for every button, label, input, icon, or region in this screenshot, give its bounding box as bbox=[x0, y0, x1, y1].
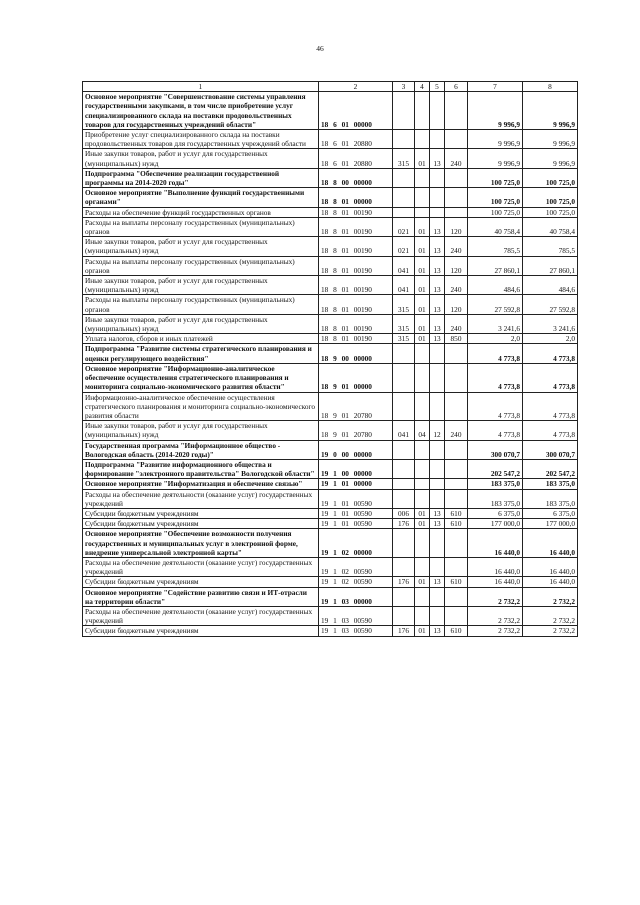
row-code-cell: 19 1 02 00590 bbox=[319, 577, 393, 587]
row-col6-cell bbox=[445, 557, 468, 576]
row-col5-cell: 13 bbox=[430, 626, 445, 636]
row-col5-cell: 13 bbox=[430, 276, 445, 295]
row-code-cell: 19 1 01 00590 bbox=[319, 508, 393, 518]
table-row bbox=[83, 276, 578, 295]
row-amount-col8-cell: 100 725,0 bbox=[523, 207, 578, 217]
row-col3-cell: 176 bbox=[393, 577, 415, 587]
row-col6-cell: 120 bbox=[445, 256, 468, 275]
row-col6-cell: 610 bbox=[445, 519, 468, 529]
header-cell: 8 bbox=[523, 82, 578, 92]
table-row bbox=[83, 207, 578, 217]
row-col4-cell: 01 bbox=[415, 276, 430, 295]
row-col5-cell: 13 bbox=[430, 149, 445, 168]
row-amount-col7-cell: 9 996,9 bbox=[468, 149, 523, 168]
row-name-cell: Уплата налогов, сборов и иных платежей bbox=[83, 334, 319, 344]
row-amount-col8-cell: 9 996,9 bbox=[523, 92, 578, 130]
table-row bbox=[83, 130, 578, 149]
row-code-cell: 19 1 02 00000 bbox=[319, 529, 393, 558]
row-code-cell: 19 1 00 00000 bbox=[319, 459, 393, 478]
row-amount-col7-cell: 785,5 bbox=[468, 237, 523, 256]
table-row bbox=[83, 459, 578, 478]
row-col6-cell bbox=[445, 440, 468, 459]
row-col3-cell: 041 bbox=[393, 276, 415, 295]
row-col5-cell bbox=[430, 207, 445, 217]
table-row bbox=[83, 314, 578, 333]
row-code-cell: 18 6 01 00000 bbox=[319, 92, 393, 130]
table-row bbox=[83, 392, 578, 421]
row-amount-col8-cell: 100 725,0 bbox=[523, 188, 578, 207]
row-col5-cell: 13 bbox=[430, 577, 445, 587]
row-col4-cell bbox=[415, 188, 430, 207]
row-amount-col7-cell: 3 241,6 bbox=[468, 314, 523, 333]
row-amount-col8-cell: 4 773,8 bbox=[523, 421, 578, 440]
row-col5-cell bbox=[430, 363, 445, 392]
row-name-cell: Государственная программа "Информационное общество - Вологодская область (2014-2020 годы)" bbox=[83, 440, 319, 459]
row-col5-cell: 13 bbox=[430, 508, 445, 518]
row-amount-col8-cell: 183 375,0 bbox=[523, 489, 578, 508]
row-col6-cell bbox=[445, 489, 468, 508]
row-amount-col8-cell: 484,6 bbox=[523, 276, 578, 295]
row-col4-cell: 01 bbox=[415, 626, 430, 636]
header-cell: 2 bbox=[319, 82, 393, 92]
row-amount-col7-cell: 4 773,8 bbox=[468, 344, 523, 363]
row-name-cell: Приобретение услуг специализированного склада на поставки продовольственных товаров для государственных учреждений области bbox=[83, 130, 319, 149]
row-amount-col7-cell: 2,0 bbox=[468, 334, 523, 344]
table-row bbox=[83, 149, 578, 168]
row-code-cell: 18 8 01 00190 bbox=[319, 314, 393, 333]
row-col4-cell: 01 bbox=[415, 334, 430, 344]
row-name-cell: Информационно-аналитическое обеспечение осуществления стратегического планирования и мониторинга социально-экономического развития области bbox=[83, 392, 319, 421]
row-amount-col7-cell: 6 375,0 bbox=[468, 508, 523, 518]
row-name-cell: Основное мероприятие "Совершенствование системы управления государственными закупками, в том числе приобретение услуг специализированного склада на поставки продовольственных товаров для государственных учреждений области" bbox=[83, 92, 319, 130]
row-amount-col7-cell: 2 732,2 bbox=[468, 587, 523, 606]
row-col5-cell bbox=[430, 130, 445, 149]
row-col5-cell: 12 bbox=[430, 421, 445, 440]
row-amount-col7-cell: 100 725,0 bbox=[468, 207, 523, 217]
row-amount-col7-cell: 16 440,0 bbox=[468, 529, 523, 558]
row-col4-cell: 01 bbox=[415, 149, 430, 168]
row-col4-cell bbox=[415, 440, 430, 459]
row-name-cell: Иные закупки товаров, работ и услуг для государственных (муниципальных) нужд bbox=[83, 314, 319, 333]
row-code-cell: 18 6 01 20880 bbox=[319, 130, 393, 149]
table-row bbox=[83, 626, 578, 636]
row-col4-cell bbox=[415, 459, 430, 478]
row-amount-col8-cell: 4 773,8 bbox=[523, 363, 578, 392]
row-code-cell: 18 9 00 00000 bbox=[319, 344, 393, 363]
row-code-cell: 19 1 03 00590 bbox=[319, 626, 393, 636]
row-amount-col8-cell: 202 547,2 bbox=[523, 459, 578, 478]
row-col4-cell bbox=[415, 557, 430, 576]
row-name-cell: Иные закупки товаров, работ и услуг для государственных (муниципальных) нужд bbox=[83, 237, 319, 256]
row-col3-cell: 176 bbox=[393, 519, 415, 529]
row-col3-cell: 041 bbox=[393, 256, 415, 275]
row-col3-cell bbox=[393, 168, 415, 187]
row-col6-cell bbox=[445, 459, 468, 478]
row-col4-cell: 01 bbox=[415, 237, 430, 256]
header-cell: 1 bbox=[83, 82, 319, 92]
row-col4-cell: 01 bbox=[415, 314, 430, 333]
table-header-row bbox=[83, 82, 578, 92]
row-code-cell: 19 1 03 00000 bbox=[319, 587, 393, 606]
row-col3-cell: 176 bbox=[393, 626, 415, 636]
row-col6-cell bbox=[445, 606, 468, 625]
table-row bbox=[83, 508, 578, 518]
row-name-cell: Расходы на выплаты персоналу государственных (муниципальных) органов bbox=[83, 295, 319, 314]
header-cell: 7 bbox=[468, 82, 523, 92]
row-amount-col8-cell: 4 773,8 bbox=[523, 344, 578, 363]
row-amount-col7-cell: 4 773,8 bbox=[468, 421, 523, 440]
row-col5-cell bbox=[430, 479, 445, 489]
row-amount-col8-cell: 4 773,8 bbox=[523, 392, 578, 421]
row-amount-col8-cell: 27 592,8 bbox=[523, 295, 578, 314]
row-col3-cell bbox=[393, 207, 415, 217]
row-name-cell: Иные закупки товаров, работ и услуг для государственных (муниципальных) нужд bbox=[83, 149, 319, 168]
row-amount-col8-cell: 2,0 bbox=[523, 334, 578, 344]
row-amount-col8-cell: 6 375,0 bbox=[523, 508, 578, 518]
row-col6-cell bbox=[445, 92, 468, 130]
row-col6-cell bbox=[445, 168, 468, 187]
row-amount-col7-cell: 27 592,8 bbox=[468, 295, 523, 314]
row-col3-cell: 021 bbox=[393, 217, 415, 236]
row-name-cell: Расходы на обеспечение деятельности (оказание услуг) государственных учреждений bbox=[83, 489, 319, 508]
row-col6-cell: 610 bbox=[445, 577, 468, 587]
row-code-cell: 18 6 01 20880 bbox=[319, 149, 393, 168]
row-code-cell: 19 0 00 00000 bbox=[319, 440, 393, 459]
row-amount-col7-cell: 177 000,0 bbox=[468, 519, 523, 529]
row-col3-cell bbox=[393, 489, 415, 508]
row-col6-cell bbox=[445, 529, 468, 558]
row-col4-cell: 01 bbox=[415, 508, 430, 518]
row-name-cell: Основное мероприятие "Выполнение функций государственными органами" bbox=[83, 188, 319, 207]
row-code-cell: 18 8 00 00000 bbox=[319, 168, 393, 187]
row-name-cell: Расходы на обеспечение деятельности (оказание услуг) государственных учреждений bbox=[83, 557, 319, 576]
row-col5-cell bbox=[430, 459, 445, 478]
row-name-cell: Расходы на обеспечение деятельности (оказание услуг) государственных учреждений bbox=[83, 606, 319, 625]
row-name-cell: Субсидии бюджетным учреждениям bbox=[83, 626, 319, 636]
row-col4-cell: 01 bbox=[415, 519, 430, 529]
row-amount-col7-cell: 183 375,0 bbox=[468, 489, 523, 508]
row-amount-col8-cell: 3 241,6 bbox=[523, 314, 578, 333]
row-col6-cell: 240 bbox=[445, 421, 468, 440]
row-name-cell: Субсидии бюджетным учреждениям bbox=[83, 577, 319, 587]
row-col6-cell bbox=[445, 207, 468, 217]
row-code-cell: 18 8 01 00190 bbox=[319, 217, 393, 236]
row-col6-cell: 610 bbox=[445, 508, 468, 518]
row-col3-cell: 021 bbox=[393, 237, 415, 256]
row-col5-cell: 13 bbox=[430, 256, 445, 275]
table-row bbox=[83, 363, 578, 392]
row-col6-cell: 240 bbox=[445, 314, 468, 333]
row-col4-cell bbox=[415, 92, 430, 130]
budget-table bbox=[82, 81, 578, 637]
row-col4-cell bbox=[415, 606, 430, 625]
row-col5-cell: 13 bbox=[430, 519, 445, 529]
row-col6-cell bbox=[445, 363, 468, 392]
row-name-cell: Основное мероприятие "Информатизация и обеспечение связью" bbox=[83, 479, 319, 489]
row-col5-cell: 13 bbox=[430, 217, 445, 236]
row-col6-cell: 610 bbox=[445, 626, 468, 636]
row-code-cell: 18 8 01 00000 bbox=[319, 188, 393, 207]
row-col4-cell bbox=[415, 130, 430, 149]
row-col5-cell bbox=[430, 606, 445, 625]
row-col6-cell: 240 bbox=[445, 237, 468, 256]
row-col3-cell: 315 bbox=[393, 295, 415, 314]
row-col5-cell: 13 bbox=[430, 314, 445, 333]
table-row bbox=[83, 606, 578, 625]
row-amount-col7-cell: 100 725,0 bbox=[468, 168, 523, 187]
row-amount-col8-cell: 177 000,0 bbox=[523, 519, 578, 529]
row-col4-cell bbox=[415, 489, 430, 508]
row-name-cell: Основное мероприятие "Информационно-аналитическое обеспечение осуществления стратегического планирования и мониторинга социально-экономического развития области" bbox=[83, 363, 319, 392]
row-name-cell: Расходы на обеспечение функций государственных органов bbox=[83, 207, 319, 217]
row-col4-cell: 04 bbox=[415, 421, 430, 440]
row-col6-cell bbox=[445, 130, 468, 149]
table-row bbox=[83, 557, 578, 576]
table-row bbox=[83, 168, 578, 187]
row-col6-cell bbox=[445, 344, 468, 363]
row-amount-col7-cell: 16 440,0 bbox=[468, 577, 523, 587]
row-col3-cell bbox=[393, 557, 415, 576]
row-amount-col8-cell: 2 732,2 bbox=[523, 606, 578, 625]
row-col3-cell bbox=[393, 459, 415, 478]
row-amount-col8-cell: 40 758,4 bbox=[523, 217, 578, 236]
row-col5-cell bbox=[430, 168, 445, 187]
row-amount-col7-cell: 9 996,9 bbox=[468, 92, 523, 130]
row-name-cell: Основное мероприятие "Содействие развитию связи и ИТ-отрасли на территории области" bbox=[83, 587, 319, 606]
table-row bbox=[83, 92, 578, 130]
row-amount-col7-cell: 4 773,8 bbox=[468, 392, 523, 421]
row-name-cell: Иные закупки товаров, работ и услуг для государственных (муниципальных) нужд bbox=[83, 421, 319, 440]
row-col5-cell bbox=[430, 489, 445, 508]
row-amount-col7-cell: 16 440,0 bbox=[468, 557, 523, 576]
row-col4-cell bbox=[415, 392, 430, 421]
row-amount-col8-cell: 2 732,2 bbox=[523, 626, 578, 636]
row-amount-col8-cell: 2 732,2 bbox=[523, 587, 578, 606]
row-col5-cell: 13 bbox=[430, 295, 445, 314]
row-amount-col7-cell: 484,6 bbox=[468, 276, 523, 295]
row-col6-cell: 850 bbox=[445, 334, 468, 344]
row-col3-cell: 315 bbox=[393, 149, 415, 168]
row-amount-col7-cell: 100 725,0 bbox=[468, 188, 523, 207]
row-col4-cell: 01 bbox=[415, 256, 430, 275]
row-col3-cell bbox=[393, 92, 415, 130]
table-row bbox=[83, 217, 578, 236]
row-col3-cell bbox=[393, 479, 415, 489]
row-col3-cell bbox=[393, 529, 415, 558]
row-col5-cell: 13 bbox=[430, 237, 445, 256]
row-amount-col8-cell: 16 440,0 bbox=[523, 557, 578, 576]
row-name-cell: Субсидии бюджетным учреждениям bbox=[83, 519, 319, 529]
row-col5-cell bbox=[430, 440, 445, 459]
row-col6-cell: 120 bbox=[445, 295, 468, 314]
row-col5-cell: 13 bbox=[430, 334, 445, 344]
row-col4-cell bbox=[415, 479, 430, 489]
row-col5-cell bbox=[430, 557, 445, 576]
row-amount-col8-cell: 27 860,1 bbox=[523, 256, 578, 275]
row-code-cell: 19 1 01 00590 bbox=[319, 519, 393, 529]
row-col3-cell bbox=[393, 440, 415, 459]
row-amount-col7-cell: 2 732,2 bbox=[468, 606, 523, 625]
header-cell: 5 bbox=[430, 82, 445, 92]
row-col3-cell: 315 bbox=[393, 334, 415, 344]
row-code-cell: 19 1 03 00590 bbox=[319, 606, 393, 625]
row-code-cell: 18 8 01 00190 bbox=[319, 334, 393, 344]
row-col5-cell bbox=[430, 344, 445, 363]
row-amount-col7-cell: 2 732,2 bbox=[468, 626, 523, 636]
row-code-cell: 18 8 01 00190 bbox=[319, 276, 393, 295]
row-amount-col8-cell: 300 070,7 bbox=[523, 440, 578, 459]
row-code-cell: 19 1 02 00590 bbox=[319, 557, 393, 576]
table-row bbox=[83, 188, 578, 207]
row-amount-col8-cell: 183 375,0 bbox=[523, 479, 578, 489]
row-code-cell: 18 8 01 00190 bbox=[319, 237, 393, 256]
table-row bbox=[83, 256, 578, 275]
row-col6-cell: 240 bbox=[445, 276, 468, 295]
table-row bbox=[83, 237, 578, 256]
row-name-cell: Расходы на выплаты персоналу государственных (муниципальных) органов bbox=[83, 256, 319, 275]
row-col4-cell bbox=[415, 344, 430, 363]
row-col5-cell bbox=[430, 188, 445, 207]
row-col3-cell bbox=[393, 130, 415, 149]
header-cell: 4 bbox=[415, 82, 430, 92]
row-amount-col8-cell: 16 440,0 bbox=[523, 577, 578, 587]
row-name-cell: Основное мероприятие "Обеспечение возможности получения государственных и муниципальных услуг в электронной форме, внедрение универсальной электронной карты" bbox=[83, 529, 319, 558]
row-name-cell: Подпрограмма "Развитие системы стратегического планирования и оценки регулирующего воздействия" bbox=[83, 344, 319, 363]
table-row bbox=[83, 529, 578, 558]
row-col3-cell bbox=[393, 606, 415, 625]
header-cell: 6 bbox=[445, 82, 468, 92]
row-col3-cell bbox=[393, 188, 415, 207]
row-code-cell: 18 9 01 00000 bbox=[319, 363, 393, 392]
row-col3-cell: 006 bbox=[393, 508, 415, 518]
row-name-cell: Подпрограмма "Обеспечение реализации государственной программы на 2014-2020 годы" bbox=[83, 168, 319, 187]
row-col3-cell bbox=[393, 392, 415, 421]
row-col5-cell bbox=[430, 92, 445, 130]
row-amount-col7-cell: 40 758,4 bbox=[468, 217, 523, 236]
row-col3-cell bbox=[393, 363, 415, 392]
row-amount-col7-cell: 9 996,9 bbox=[468, 130, 523, 149]
row-col3-cell: 315 bbox=[393, 314, 415, 333]
table-row bbox=[83, 489, 578, 508]
row-col4-cell bbox=[415, 207, 430, 217]
row-col3-cell bbox=[393, 344, 415, 363]
row-col6-cell: 240 bbox=[445, 149, 468, 168]
row-col5-cell bbox=[430, 587, 445, 606]
row-name-cell: Субсидии бюджетным учреждениям bbox=[83, 508, 319, 518]
table-row bbox=[83, 334, 578, 344]
row-amount-col7-cell: 202 547,2 bbox=[468, 459, 523, 478]
row-amount-col8-cell: 9 996,9 bbox=[523, 149, 578, 168]
row-amount-col8-cell: 785,5 bbox=[523, 237, 578, 256]
row-amount-col8-cell: 100 725,0 bbox=[523, 168, 578, 187]
table-row bbox=[83, 421, 578, 440]
row-amount-col8-cell: 16 440,0 bbox=[523, 529, 578, 558]
row-col3-cell bbox=[393, 587, 415, 606]
row-code-cell: 18 9 01 20780 bbox=[319, 392, 393, 421]
row-col6-cell bbox=[445, 587, 468, 606]
row-code-cell: 18 8 01 00190 bbox=[319, 256, 393, 275]
row-col3-cell: 041 bbox=[393, 421, 415, 440]
row-col6-cell bbox=[445, 188, 468, 207]
row-name-cell: Подпрограмма "Развитие информационного общества и формирование "электронного правительства" Вологодской области" bbox=[83, 459, 319, 478]
table-row bbox=[83, 440, 578, 459]
row-col4-cell bbox=[415, 168, 430, 187]
row-code-cell: 19 1 01 00590 bbox=[319, 489, 393, 508]
row-col6-cell: 120 bbox=[445, 217, 468, 236]
row-col4-cell: 01 bbox=[415, 577, 430, 587]
page-number: 46 bbox=[316, 44, 324, 53]
row-amount-col7-cell: 4 773,8 bbox=[468, 363, 523, 392]
row-code-cell: 19 1 01 00000 bbox=[319, 479, 393, 489]
row-col4-cell bbox=[415, 587, 430, 606]
row-code-cell: 18 8 01 00190 bbox=[319, 207, 393, 217]
row-col6-cell bbox=[445, 392, 468, 421]
row-code-cell: 18 9 01 20780 bbox=[319, 421, 393, 440]
table-row bbox=[83, 519, 578, 529]
row-col4-cell: 01 bbox=[415, 295, 430, 314]
row-col4-cell: 01 bbox=[415, 217, 430, 236]
row-code-cell: 18 8 01 00190 bbox=[319, 295, 393, 314]
table-row bbox=[83, 587, 578, 606]
row-name-cell: Расходы на выплаты персоналу государственных (муниципальных) органов bbox=[83, 217, 319, 236]
table-row bbox=[83, 479, 578, 489]
table-row bbox=[83, 344, 578, 363]
row-amount-col7-cell: 183 375,0 bbox=[468, 479, 523, 489]
row-amount-col7-cell: 300 070,7 bbox=[468, 440, 523, 459]
row-col4-cell bbox=[415, 529, 430, 558]
header-cell: 3 bbox=[393, 82, 415, 92]
row-col6-cell bbox=[445, 479, 468, 489]
row-amount-col7-cell: 27 860,1 bbox=[468, 256, 523, 275]
table-row bbox=[83, 577, 578, 587]
row-name-cell: Иные закупки товаров, работ и услуг для государственных (муниципальных) нужд bbox=[83, 276, 319, 295]
row-col5-cell bbox=[430, 529, 445, 558]
table-row bbox=[83, 295, 578, 314]
row-col4-cell bbox=[415, 363, 430, 392]
row-amount-col8-cell: 9 996,9 bbox=[523, 130, 578, 149]
row-col5-cell bbox=[430, 392, 445, 421]
